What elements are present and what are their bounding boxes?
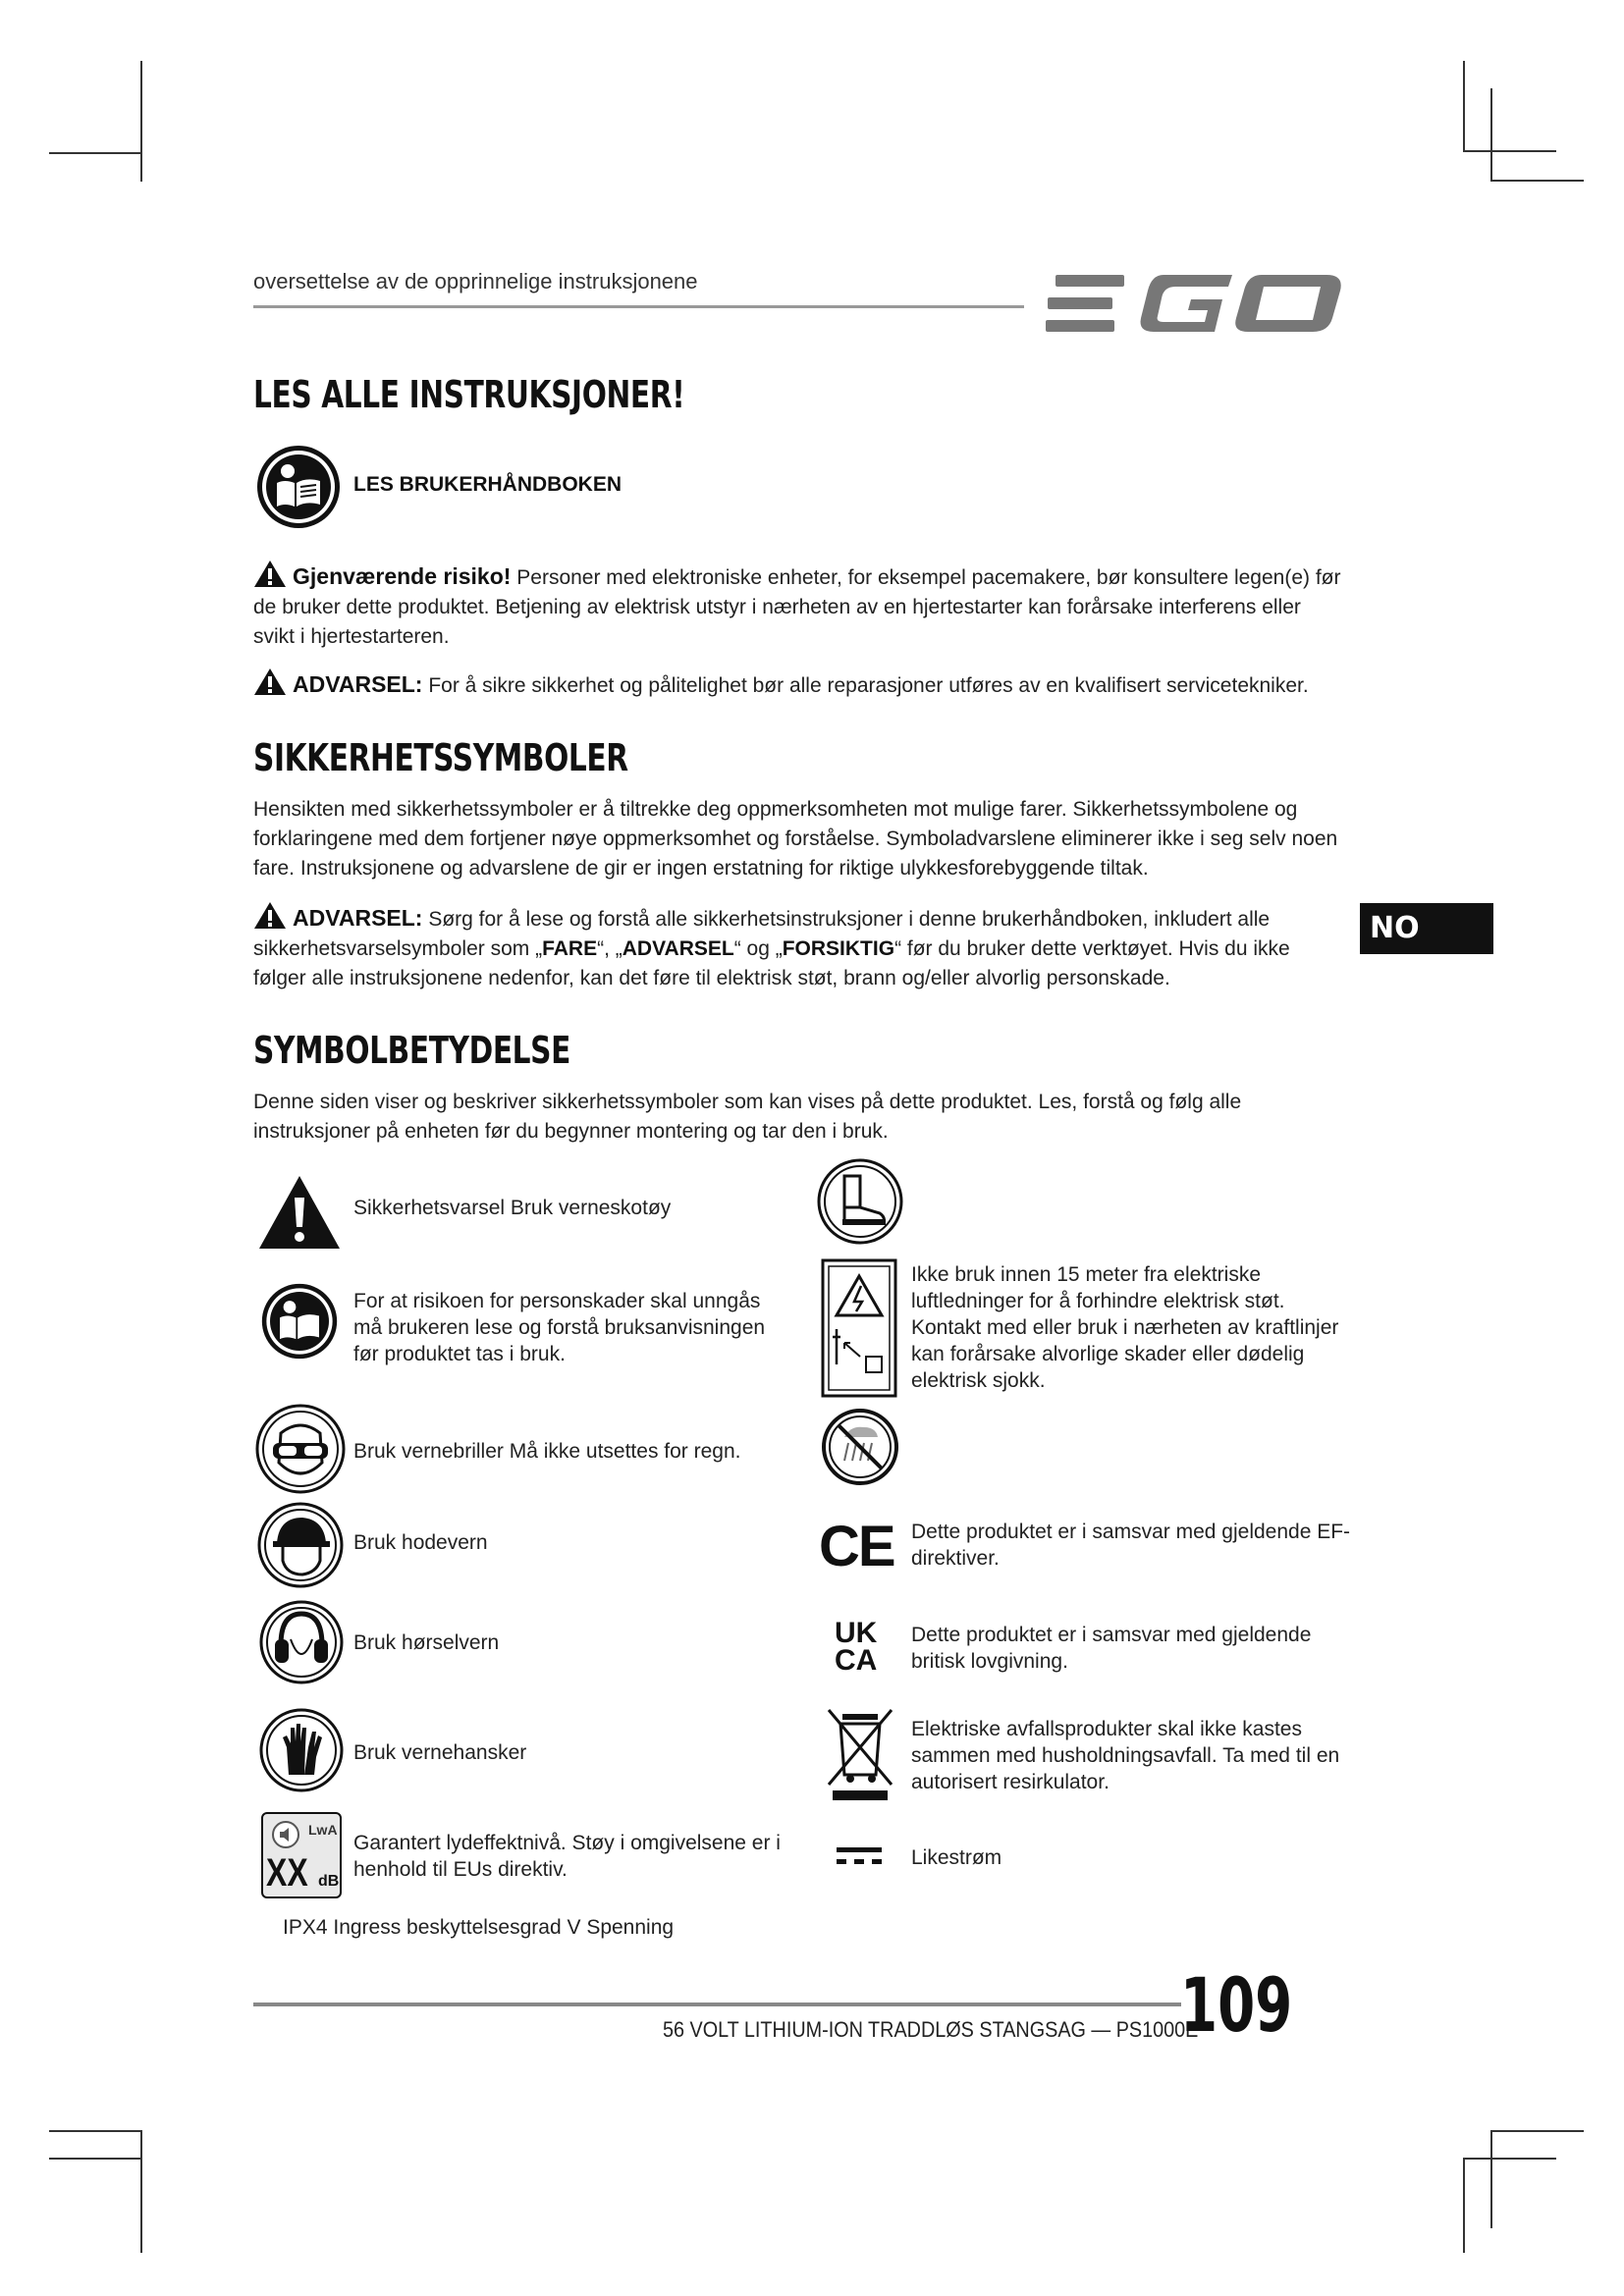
symbol-meaning-intro: Denne siden viser og beskriver sikkerhetssymboler som kan vises på dette produktet. Les, forstå og følg alle instruksjoner på enheten før du begynner montering og tar den i bruk. — [253, 1091, 1242, 1143]
sound-power-icon — [261, 1812, 342, 1898]
symbol-label: Bruk hørselvern — [353, 1631, 500, 1654]
warning-2-lead: ADVARSEL: — [293, 905, 423, 931]
sound-power-sub: LwA — [308, 1822, 338, 1838]
read-manual-icon — [260, 1282, 339, 1361]
symbol-label: Bruk vernebriller Må ikke utsettes for regn. — [353, 1440, 741, 1463]
direct-current-icon — [837, 1845, 882, 1869]
footer-rule — [253, 2002, 1181, 2006]
symbol-meaning-title: SYMBOLBETYDELSE — [253, 1029, 570, 1072]
symbol-label: Sikkerhetsvarsel Bruk verneskotøy — [353, 1197, 672, 1219]
read-manual-icon — [255, 444, 342, 530]
speaker-icon — [271, 1820, 300, 1849]
symbol-label: Dette produktet er i samsvar med gjeldende EF-direktiver. — [911, 1521, 1351, 1570]
warning-triangle-icon — [253, 901, 287, 930]
symbol-label: Ikke bruk innen 15 meter fra elektriske luftledninger for å forhindre elektrisk støt. Kontakt med eller bruk i nærheten av kraftlinjer kan forårsake alvorlige skader eller dødelig elektrisk sjokk. — [911, 1263, 1339, 1392]
weee-bin-icon — [823, 1706, 897, 1804]
warning-2-fare: FARE — [542, 937, 598, 960]
safety-symbols-paragraph: Hensikten med sikkerhetssymboler er å tiltrekke deg oppmerksomheten mot mulige farer. Sikkerhetssymbolene og forklaringene med dem fortjener nøye oppmerksomhet og forståelse. Symboladvarslene eliminerer ikke i seg selv noen fare. Instruksjonene og advarslene de gir er ingen erstatning for riktige ulykkesforebyggende tiltak. — [253, 798, 1338, 880]
power-line-hazard-icon — [821, 1258, 897, 1398]
ear-protection-icon — [259, 1600, 344, 1684]
warning-2-text-b: “, „ — [597, 937, 623, 960]
ukca-top: UK — [835, 1617, 878, 1649]
warning-paragraph-1 — [253, 667, 1343, 701]
warning-triangle-icon — [253, 560, 287, 588]
symbol-label: Dette produktet er i samsvar med gjeldende britisk lovgivning. — [911, 1624, 1312, 1673]
hard-hat-icon — [257, 1502, 344, 1588]
footer-product: 56 VOLT LITHIUM-ION TRADDLØS STANGSAG — PS1000E — [663, 2017, 1199, 2042]
residual-risk-text: Personer med elektroniske enheter, for eksempel pacemakere, bør konsultere legen(e) før de bruker dette produktet. Betjening av elektrisk utstyr i nærheten av en hjertestarter kan forårsake interferens eller svikt i hjertestarteren. — [253, 566, 1341, 648]
warning-1-text: For å sikre sikkerhet og pålitelighet bør alle reparasjoner utføres av en kvalifisert servicetekniker. — [428, 674, 1309, 697]
warning-2-forsiktig: FORSIKTIG — [782, 937, 895, 960]
safety-boots-icon — [817, 1158, 903, 1245]
sound-power-unit: dB — [318, 1873, 340, 1890]
symbol-label: For at risikoen for personskader skal unngås må brukeren lese og forstå bruksanvisningen før produktet tas i bruk. — [353, 1290, 766, 1365]
warning-2-text-d: “ før du bruker dette verktøyet. Hvis du ikke følger alle instruksjonene nedenfor, kan det føre til elektrisk støt, brann og/eller alvorlig personskade. — [253, 937, 1290, 989]
warning-paragraph-2 — [253, 901, 1343, 993]
ukca-mark-icon — [835, 1617, 884, 1682]
residual-risk-paragraph — [253, 560, 1343, 652]
warning-2-text-a: Sørg for å lese og forstå alle sikkerhetsinstruksjoner i denne brukerhåndboken, inkludert alle sikkerhetsvarselsymboler som „ — [253, 908, 1271, 960]
language-tab: NO — [1360, 903, 1493, 954]
symbol-label: Elektriske avfallsprodukter skal ikke kastes sammen med husholdningsavfall. Ta med til en autorisert resirkulator. — [911, 1718, 1340, 1793]
residual-risk-lead: Gjenværende risiko! — [293, 563, 512, 589]
ego-logo — [1046, 269, 1345, 338]
warning-triangle-icon — [257, 1174, 342, 1251]
warning-2-text-c: “ og „ — [733, 937, 783, 960]
no-rain-icon — [821, 1408, 899, 1486]
page-number: 109 — [1180, 1961, 1293, 2049]
symbol-label: Likestrøm — [911, 1846, 1002, 1869]
header-caption: oversettelse av de opprinnelige instruksjonene — [253, 269, 698, 294]
symbol-label: Bruk hodevern — [353, 1531, 488, 1554]
read-manual-label: LES BRUKERHÅNDBOKEN — [353, 473, 623, 496]
warning-1-lead: ADVARSEL: — [293, 671, 423, 697]
header-rule — [253, 305, 1024, 308]
safety-symbols-title: SIKKERHETSSYMBOLER — [253, 736, 628, 779]
symbol-label: Garantert lydeffektnivå. Støy i omgivelsene er i henhold til EUs direktiv. — [353, 1832, 781, 1881]
ukca-bottom: CA — [835, 1644, 878, 1677]
ipx-line: IPX4 Ingress beskyttelsesgrad V Spenning — [283, 1916, 675, 1939]
safety-glasses-icon — [255, 1404, 346, 1494]
read-all-title: LES ALLE INSTRUKSJONER! — [253, 373, 685, 416]
sound-power-value: XX — [266, 1851, 308, 1895]
warning-2-advarsel: ADVARSEL — [622, 937, 734, 960]
symbol-label: Bruk vernehansker — [353, 1741, 527, 1764]
warning-triangle-icon — [253, 667, 287, 696]
gloves-icon — [259, 1708, 344, 1792]
ce-mark-icon: CE — [819, 1515, 894, 1578]
